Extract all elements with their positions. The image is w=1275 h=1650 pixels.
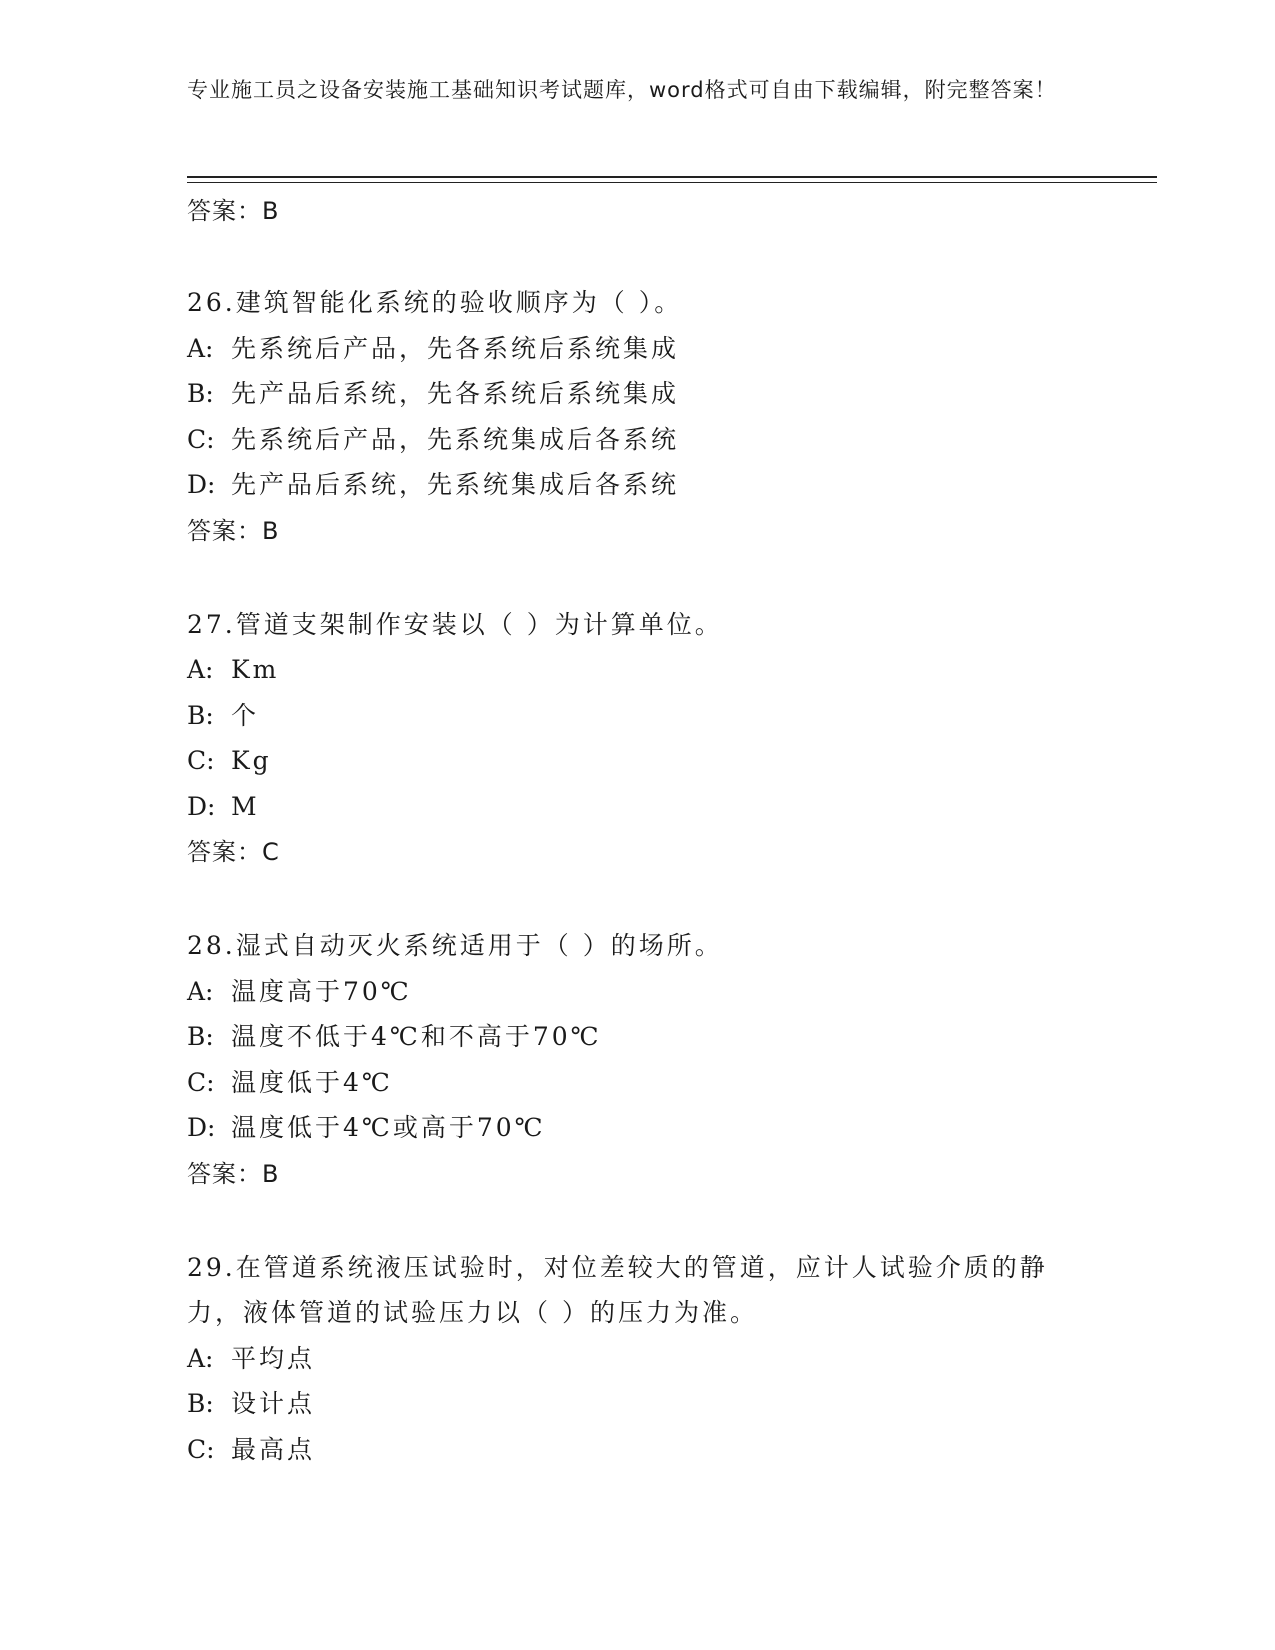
question-list	[187, 188, 1087, 1472]
option-letter: D:	[187, 470, 216, 499]
option-letter: A:	[187, 655, 214, 684]
option-letter: B:	[187, 1022, 214, 1051]
question-27	[187, 602, 1087, 876]
option-letter: A:	[187, 976, 214, 1006]
option-text: 先产品后系统，先各系统后系统集成	[231, 379, 680, 408]
option-a	[187, 969, 1087, 1015]
option-letter: A:	[187, 333, 214, 363]
answer-line: 答案：B	[187, 1159, 280, 1188]
question-stem: 28.湿式自动灭火系统适用于（ ）的场所。	[187, 931, 723, 960]
question-stem: 27.管道支架制作安装以（ ）为计算单位。	[187, 609, 723, 639]
option-c	[187, 1427, 1087, 1473]
option-letter: B:	[187, 700, 214, 730]
option-c	[187, 1060, 1087, 1106]
option-text: M	[231, 791, 260, 821]
option-text: 温度低于4℃或高于70℃	[231, 1113, 546, 1142]
question-28	[187, 923, 1087, 1197]
option-text: 最高点	[231, 1434, 316, 1464]
option-b	[187, 371, 1087, 417]
option-a	[187, 1336, 1087, 1382]
option-d	[187, 462, 1087, 508]
option-b	[187, 693, 1087, 739]
option-text: 平均点	[231, 1343, 316, 1373]
previous-answer: 答案：B	[187, 197, 280, 225]
option-text: 先系统后产品，先系统集成后各系统	[231, 424, 680, 454]
option-text: 个	[231, 700, 260, 730]
option-letter: A:	[187, 1343, 214, 1373]
option-text: 温度低于4℃	[231, 1067, 393, 1097]
option-b	[187, 1381, 1087, 1427]
option-b	[187, 1014, 1087, 1060]
option-letter: C:	[187, 1434, 215, 1464]
option-text: Kg	[231, 746, 272, 775]
option-text: 温度高于70℃	[231, 976, 412, 1006]
option-text: Km	[231, 655, 280, 684]
answer-line: 答案：C	[187, 838, 280, 866]
option-text: 温度不低于4℃和不高于70℃	[231, 1022, 602, 1051]
option-c	[187, 738, 1087, 784]
option-a	[187, 326, 1087, 372]
option-text: 先产品后系统，先系统集成后各系统	[231, 470, 680, 499]
option-letter: D:	[187, 1113, 216, 1142]
question-29	[187, 1245, 1087, 1473]
header-divider-thick	[187, 176, 1157, 178]
option-text: 设计点	[231, 1389, 316, 1418]
option-c	[187, 417, 1087, 463]
option-letter: C:	[187, 1067, 215, 1097]
option-letter: C:	[187, 746, 215, 775]
option-letter: B:	[187, 1389, 214, 1418]
option-letter: C:	[187, 424, 215, 454]
answer-line: 答案：B	[187, 516, 280, 545]
question-stem: 26.建筑智能化系统的验收顺序为（ ）。	[187, 288, 683, 317]
option-a	[187, 647, 1087, 693]
option-letter: B:	[187, 379, 214, 408]
question-26	[187, 280, 1087, 554]
option-letter: D:	[187, 791, 216, 821]
document-header: 专业施工员之设备安装施工基础知识考试题库，word格式可自由下载编辑，附完整答案！	[187, 78, 1057, 102]
option-text: 先系统后产品，先各系统后系统集成	[231, 333, 680, 363]
option-d	[187, 1105, 1087, 1151]
question-stem: 29.在管道系统液压试验时，对位差较大的管道，应计人试验介质的静力，液体管道的试验压力以（ ）的压力为准。	[187, 1252, 1048, 1327]
option-d	[187, 784, 1087, 830]
header-divider-thin	[187, 182, 1157, 183]
